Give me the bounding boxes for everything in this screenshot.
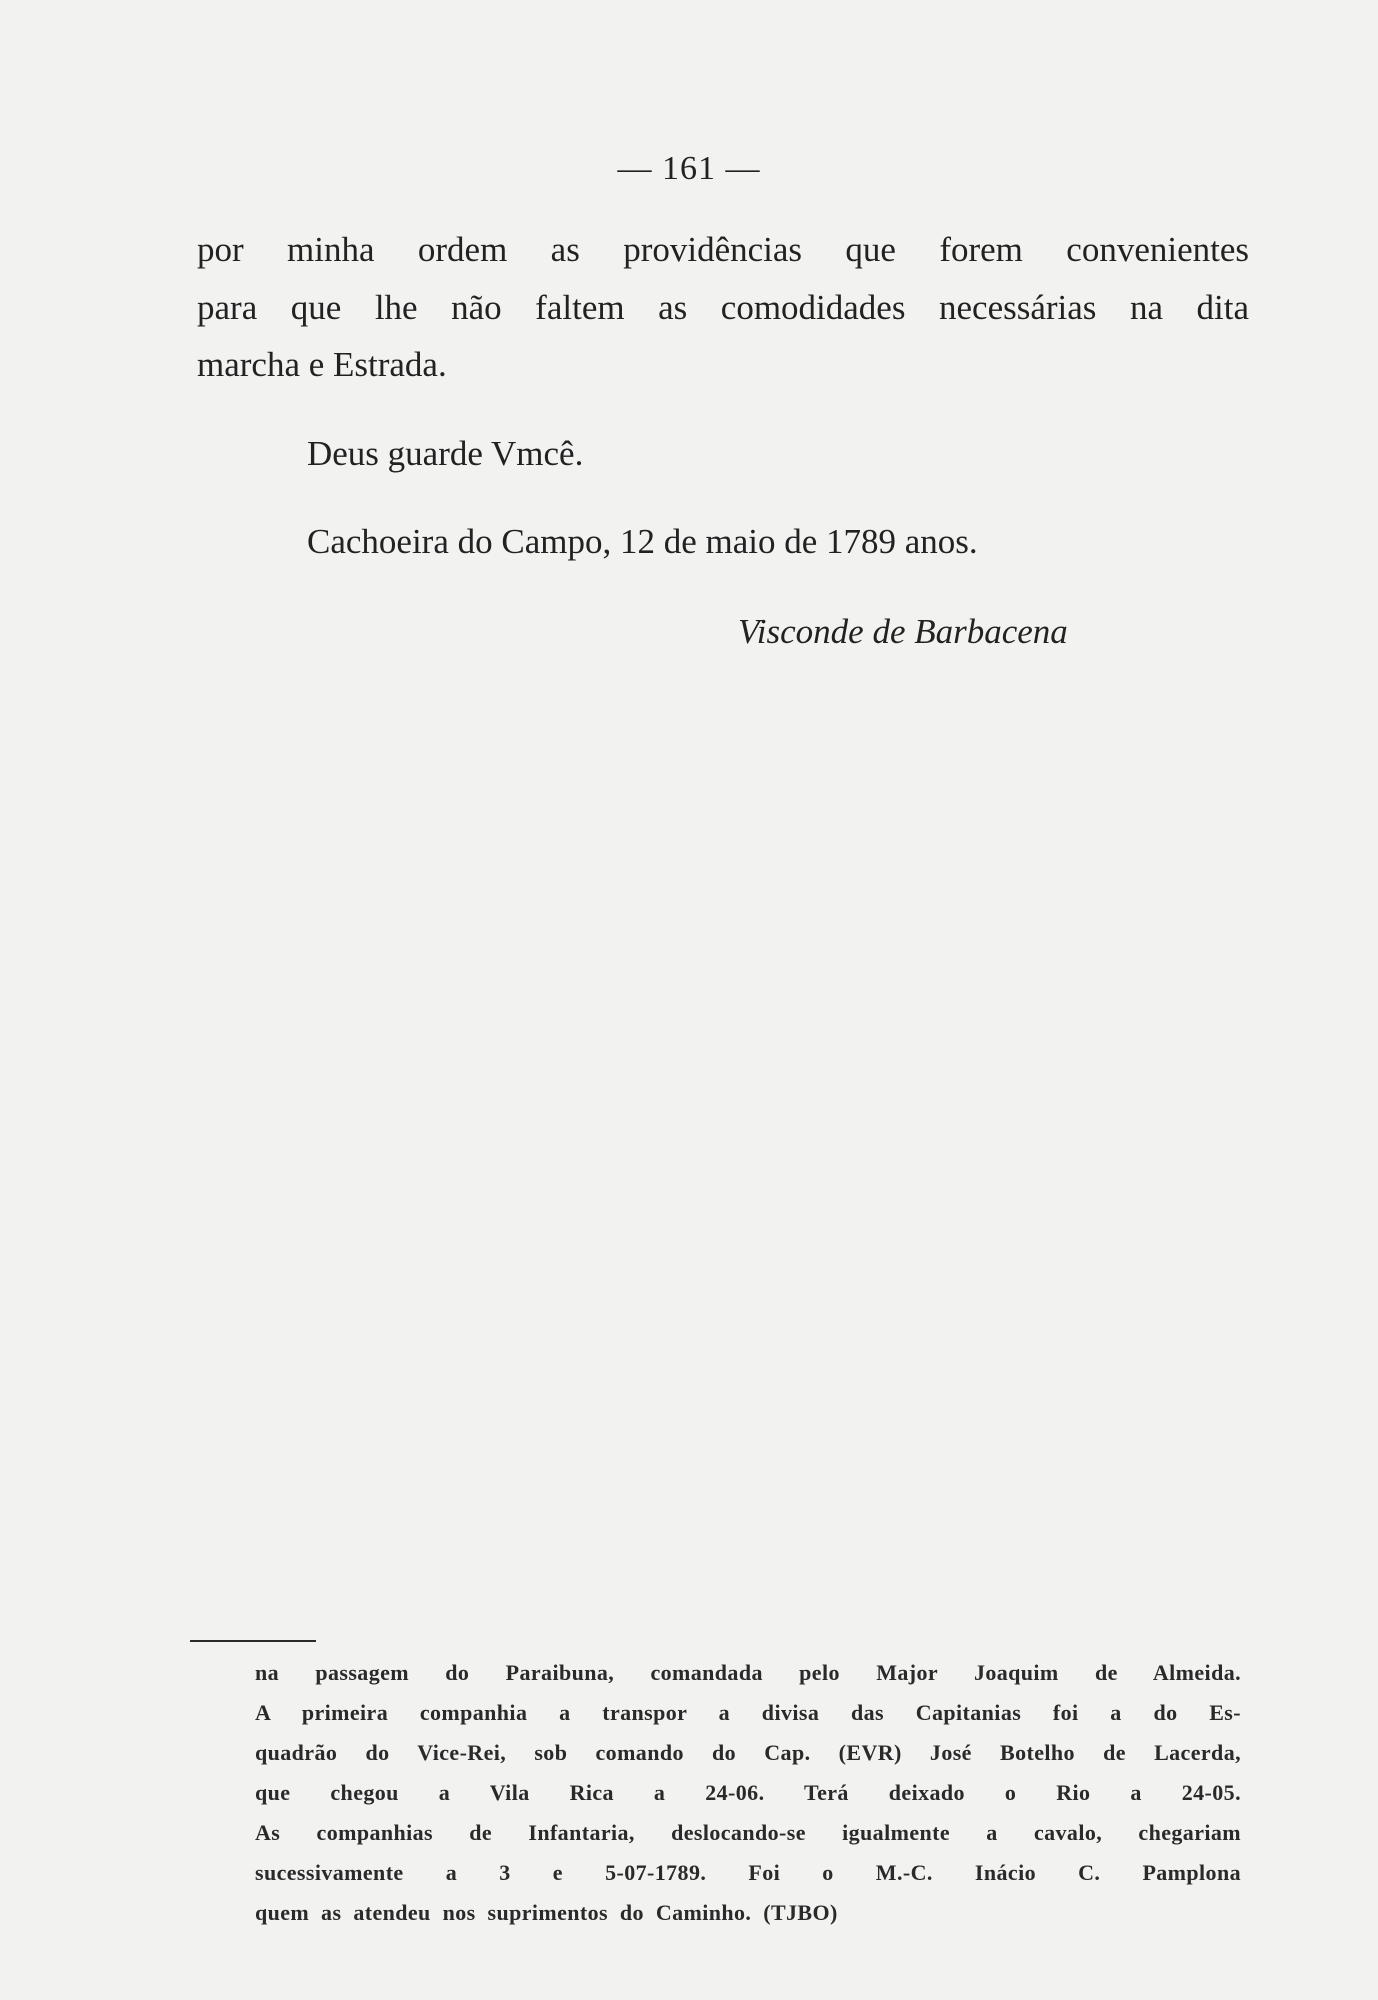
footnote-divider [190,1640,316,1642]
footnote-line-6: sucessivamente a 3 e 5-07-1789. Foi o M.-C. Inácio C. Pamplona [255,1860,1241,1885]
footnote-line-7: quem as atendeu nos suprimentos do Caminho. (TJBO) [255,1900,838,1925]
footnote-line-4: que chegou a Vila Rica a 24-06. Terá deixado o Rio a 24-05. [255,1780,1241,1805]
footnote-line-5: As companhias de Infantaria, deslocando-se igualmente a cavalo, chegariam [255,1820,1241,1845]
body-line-1: por minha ordem as providências que forem convenientes [197,230,1249,269]
place-date-line: Cachoeira do Campo, 12 de maio de 1789 anos. [307,522,978,561]
body-line-3: marcha e Estrada. [197,345,447,384]
footnote-line-2: A primeira companhia a transpor a divisa das Capitanias foi a do Es- [255,1700,1241,1725]
body-line-2: para que lhe não faltem as comodidades necessárias na dita [197,288,1249,327]
signature: Visconde de Barbacena [738,612,1068,651]
page-number: — 161 — [617,150,761,187]
footnote-line-1: na passagem do Paraibuna, comandada pelo Major Joaquim de Almeida. [255,1660,1241,1685]
footnote-line-3: quadrão do Vice-Rei, sob comando do Cap. (EVR) José Botelho de Lacerda, [255,1740,1241,1765]
closing-line: Deus guarde Vmcê. [307,434,584,473]
